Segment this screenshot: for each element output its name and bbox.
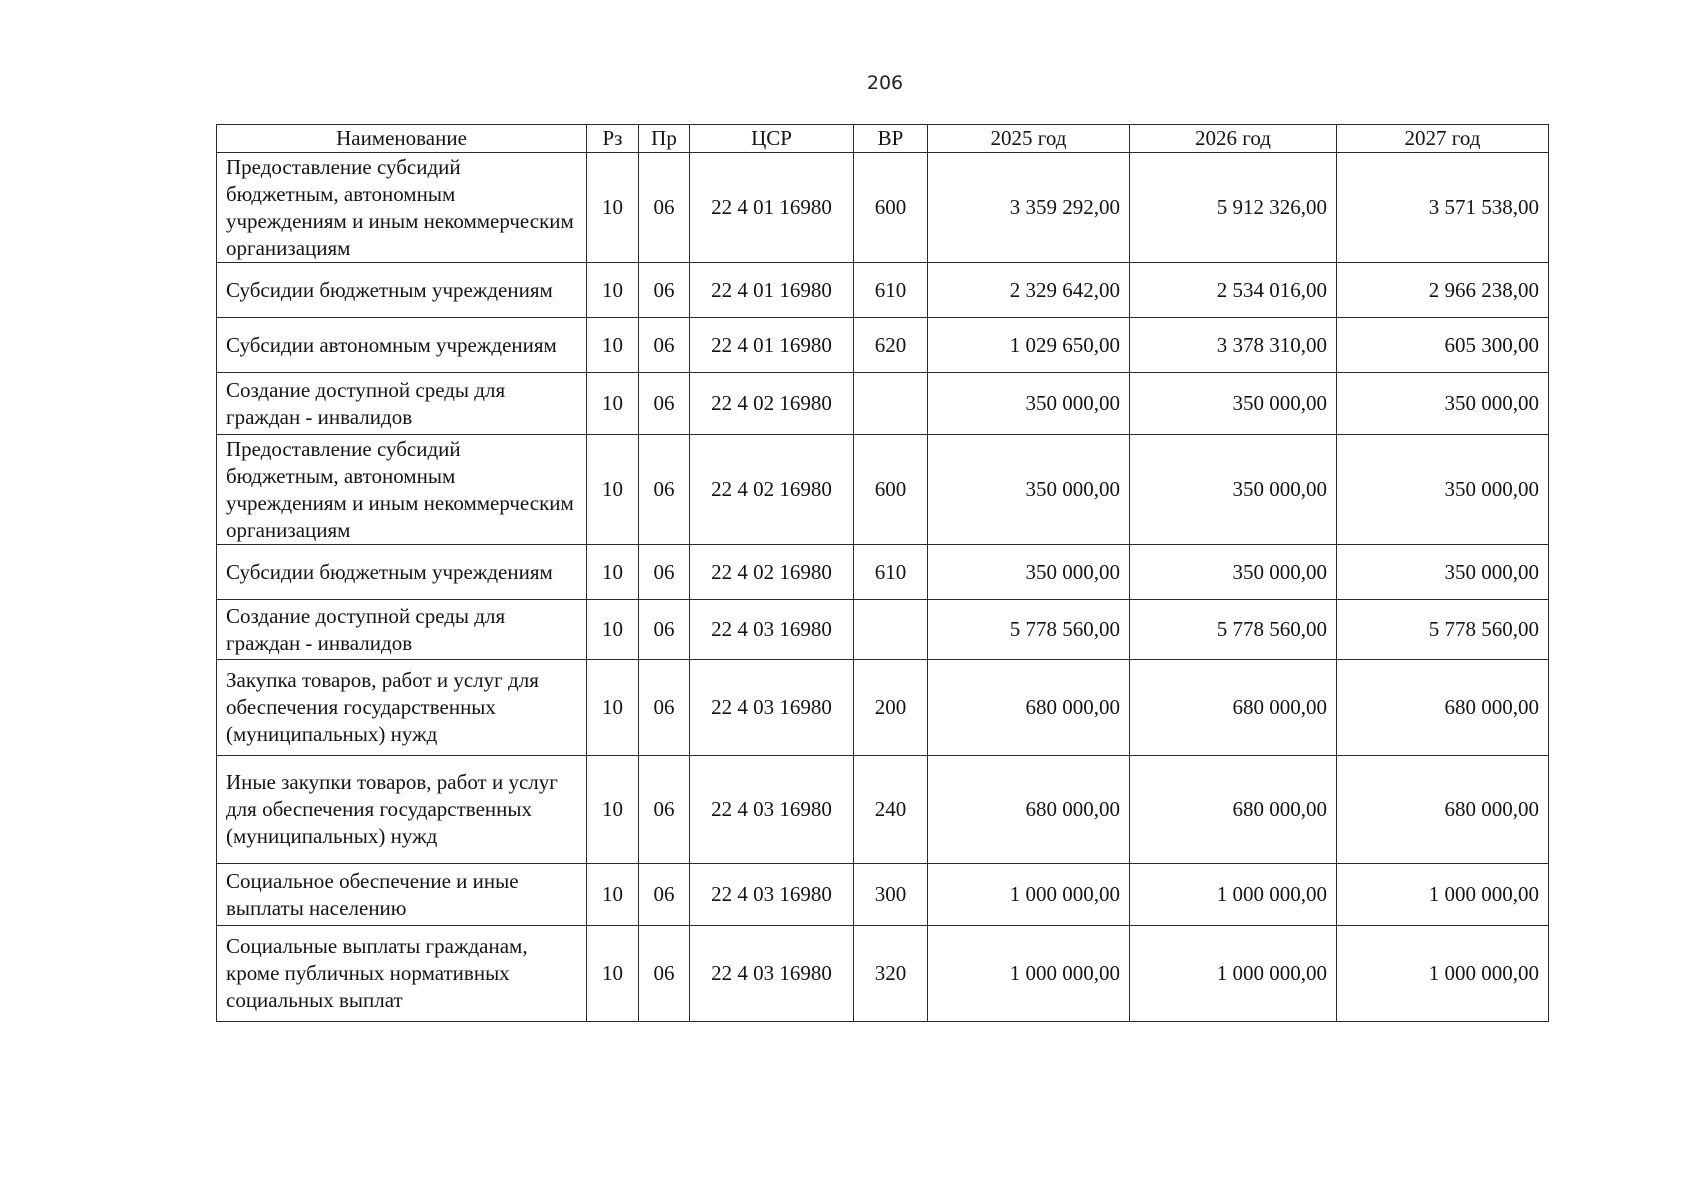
row-vr: 320 — [854, 926, 928, 1022]
row-pr: 06 — [639, 153, 690, 263]
row-rz: 10 — [587, 435, 639, 545]
row-2027: 605 300,00 — [1337, 318, 1549, 373]
table-row — [217, 435, 1549, 545]
row-2026: 3 378 310,00 — [1130, 318, 1337, 373]
row-vr: 200 — [854, 660, 928, 756]
header-rz: Рз — [587, 125, 639, 153]
row-pr: 06 — [639, 545, 690, 600]
row-vr: 600 — [854, 435, 928, 545]
page-number: 206 — [866, 72, 904, 94]
header-2027: 2027 год — [1337, 125, 1549, 153]
row-vr — [854, 600, 928, 660]
table-row — [217, 926, 1549, 1022]
row-csr: 22 4 03 16980 — [690, 756, 854, 864]
row-2026: 350 000,00 — [1130, 545, 1337, 600]
row-csr: 22 4 02 16980 — [690, 435, 854, 545]
row-name: Субсидии бюджетным учреждениям — [217, 545, 587, 600]
budget-table — [216, 124, 1549, 1022]
header-vr: ВР — [854, 125, 928, 153]
row-2027: 680 000,00 — [1337, 756, 1549, 864]
row-rz: 10 — [587, 660, 639, 756]
row-name: Создание доступной среды для граждан - инвалидов — [217, 373, 587, 435]
row-2027: 3 571 538,00 — [1337, 153, 1549, 263]
row-vr: 240 — [854, 756, 928, 864]
row-vr: 300 — [854, 864, 928, 926]
row-2025: 2 329 642,00 — [928, 263, 1130, 318]
row-2026: 1 000 000,00 — [1130, 926, 1337, 1022]
row-2026: 2 534 016,00 — [1130, 263, 1337, 318]
row-2027: 5 778 560,00 — [1337, 600, 1549, 660]
row-2025: 350 000,00 — [928, 545, 1130, 600]
row-rz: 10 — [587, 600, 639, 660]
row-2027: 350 000,00 — [1337, 373, 1549, 435]
row-vr: 610 — [854, 263, 928, 318]
row-2027: 2 966 238,00 — [1337, 263, 1549, 318]
row-name: Субсидии бюджетным учреждениям — [217, 263, 587, 318]
table-row — [217, 756, 1549, 864]
row-2027: 1 000 000,00 — [1337, 864, 1549, 926]
table-row — [217, 660, 1549, 756]
row-pr: 06 — [639, 926, 690, 1022]
row-name: Предоставление субсидий бюджетным, автономным учреждениям и иным некоммерческим организациям — [217, 435, 587, 545]
row-2025: 1 000 000,00 — [928, 926, 1130, 1022]
header-2026: 2026 год — [1130, 125, 1337, 153]
row-pr: 06 — [639, 864, 690, 926]
table-row — [217, 864, 1549, 926]
row-pr: 06 — [639, 318, 690, 373]
row-csr: 22 4 02 16980 — [690, 545, 854, 600]
row-rz: 10 — [587, 864, 639, 926]
row-name: Создание доступной среды для граждан - инвалидов — [217, 600, 587, 660]
table-row — [217, 153, 1549, 263]
row-pr: 06 — [639, 600, 690, 660]
row-pr: 06 — [639, 263, 690, 318]
table-row — [217, 373, 1549, 435]
row-vr: 600 — [854, 153, 928, 263]
row-csr: 22 4 01 16980 — [690, 318, 854, 373]
row-pr: 06 — [639, 756, 690, 864]
row-pr: 06 — [639, 435, 690, 545]
row-2026: 5 778 560,00 — [1130, 600, 1337, 660]
row-name: Социальные выплаты гражданам, кроме публичных нормативных социальных выплат — [217, 926, 587, 1022]
row-name: Закупка товаров, работ и услуг для обеспечения государственных (муниципальных) нужд — [217, 660, 587, 756]
row-vr — [854, 373, 928, 435]
row-name: Субсидии автономным учреждениям — [217, 318, 587, 373]
row-2026: 350 000,00 — [1130, 373, 1337, 435]
row-2027: 680 000,00 — [1337, 660, 1549, 756]
row-2025: 350 000,00 — [928, 435, 1130, 545]
row-rz: 10 — [587, 373, 639, 435]
row-rz: 10 — [587, 545, 639, 600]
row-rz: 10 — [587, 263, 639, 318]
row-name: Предоставление субсидий бюджетным, автономным учреждениям и иным некоммерческим организациям — [217, 153, 587, 263]
row-2026: 350 000,00 — [1130, 435, 1337, 545]
row-name: Иные закупки товаров, работ и услуг для обеспечения государственных (муниципальных) нужд — [217, 756, 587, 864]
row-2025: 1 000 000,00 — [928, 864, 1130, 926]
row-2026: 1 000 000,00 — [1130, 864, 1337, 926]
row-name: Социальное обеспечение и иные выплаты населению — [217, 864, 587, 926]
row-2025: 680 000,00 — [928, 756, 1130, 864]
row-2026: 680 000,00 — [1130, 660, 1337, 756]
row-pr: 06 — [639, 660, 690, 756]
row-csr: 22 4 01 16980 — [690, 153, 854, 263]
header-name: Наименование — [217, 125, 587, 153]
row-2025: 1 029 650,00 — [928, 318, 1130, 373]
table-row — [217, 545, 1549, 600]
row-2026: 680 000,00 — [1130, 756, 1337, 864]
row-rz: 10 — [587, 153, 639, 263]
row-csr: 22 4 03 16980 — [690, 660, 854, 756]
header-2025: 2025 год — [928, 125, 1130, 153]
row-vr: 620 — [854, 318, 928, 373]
row-2025: 5 778 560,00 — [928, 600, 1130, 660]
row-2026: 5 912 326,00 — [1130, 153, 1337, 263]
row-vr: 610 — [854, 545, 928, 600]
row-csr: 22 4 03 16980 — [690, 926, 854, 1022]
row-2027: 350 000,00 — [1337, 545, 1549, 600]
row-csr: 22 4 03 16980 — [690, 864, 854, 926]
table-row — [217, 263, 1549, 318]
row-2025: 3 359 292,00 — [928, 153, 1130, 263]
row-2025: 350 000,00 — [928, 373, 1130, 435]
row-csr: 22 4 02 16980 — [690, 373, 854, 435]
table-row — [217, 318, 1549, 373]
header-csr: ЦСР — [690, 125, 854, 153]
row-2027: 350 000,00 — [1337, 435, 1549, 545]
row-2025: 680 000,00 — [928, 660, 1130, 756]
row-2027: 1 000 000,00 — [1337, 926, 1549, 1022]
row-csr: 22 4 01 16980 — [690, 263, 854, 318]
row-rz: 10 — [587, 926, 639, 1022]
table-header-row — [217, 125, 1549, 153]
row-pr: 06 — [639, 373, 690, 435]
row-rz: 10 — [587, 318, 639, 373]
row-rz: 10 — [587, 756, 639, 864]
table-row — [217, 600, 1549, 660]
row-csr: 22 4 03 16980 — [690, 600, 854, 660]
header-pr: Пр — [639, 125, 690, 153]
